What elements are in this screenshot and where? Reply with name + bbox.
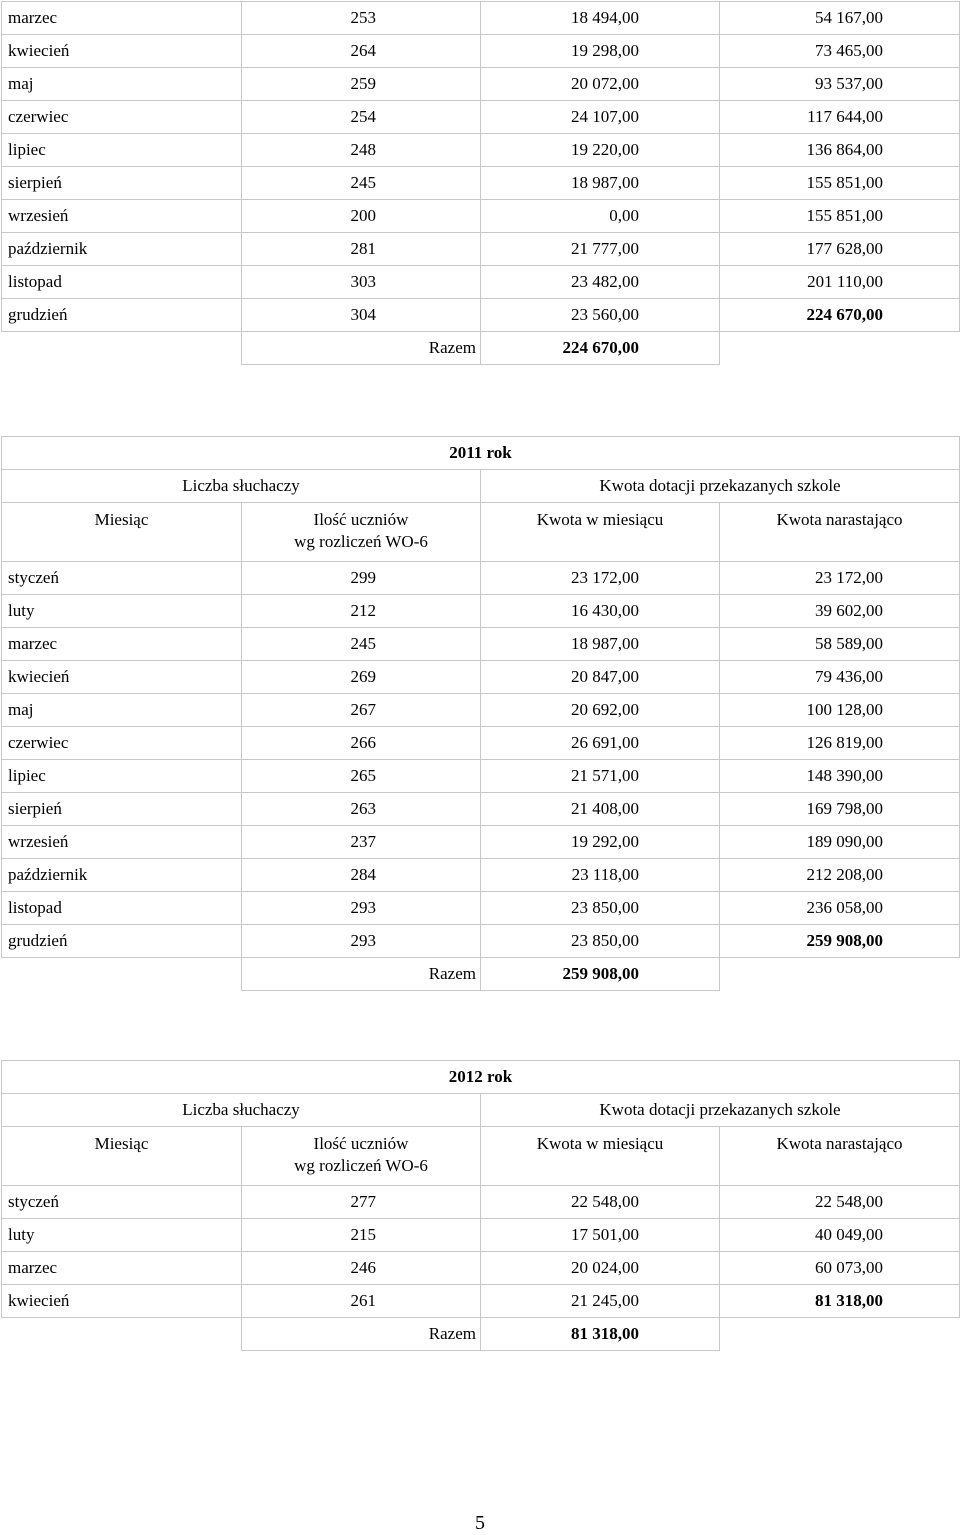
table-row: [2, 793, 960, 826]
cumulative-amount-cell: 155 851,00: [720, 200, 960, 233]
page-number: 5: [475, 1512, 485, 1534]
table-row: [2, 167, 960, 200]
monthly-amount-cell: 21 777,00: [481, 233, 720, 266]
table-row: [2, 266, 960, 299]
students-cell: 293: [242, 925, 481, 958]
students-cell: 212: [242, 595, 481, 628]
month-header: Miesiąc: [2, 1127, 242, 1186]
cumulative-amount-cell: 40 049,00: [720, 1219, 960, 1252]
cumulative-amount-cell: 81 318,00: [720, 1285, 960, 1318]
group-header-row: [2, 470, 960, 503]
students-cell: 299: [242, 562, 481, 595]
monthly-amount-cell: 20 692,00: [481, 694, 720, 727]
cumulative-header: Kwota narastająco: [720, 1127, 960, 1186]
students-cell: 248: [242, 134, 481, 167]
students-cell: 267: [242, 694, 481, 727]
cumulative-amount-cell: 155 851,00: [720, 167, 960, 200]
cumulative-amount-cell: 73 465,00: [720, 35, 960, 68]
table-row: [2, 661, 960, 694]
listeners-header: Liczba słuchaczy: [2, 1094, 481, 1127]
table-row: [2, 727, 960, 760]
month-cell: marzec: [2, 2, 242, 35]
cumulative-amount-cell: 169 798,00: [720, 793, 960, 826]
total-label: Razem: [242, 958, 481, 991]
month-cell: czerwiec: [2, 101, 242, 134]
table-row: [2, 2, 960, 35]
total-value: 259 908,00: [481, 958, 720, 991]
cumulative-amount-cell: 177 628,00: [720, 233, 960, 266]
students-cell: 281: [242, 233, 481, 266]
monthly-amount-cell: 20 024,00: [481, 1252, 720, 1285]
month-cell: kwiecień: [2, 661, 242, 694]
table-2012: [1, 1060, 960, 1351]
cumulative-amount-cell: 100 128,00: [720, 694, 960, 727]
year-title: 2011 rok: [2, 437, 960, 470]
month-cell: luty: [2, 595, 242, 628]
monthly-amount-cell: 23 850,00: [481, 925, 720, 958]
total-row-2011: [2, 958, 960, 991]
students-header: [242, 503, 481, 562]
total-row-2010: [2, 332, 960, 365]
table-row: [2, 299, 960, 332]
month-cell: sierpień: [2, 793, 242, 826]
column-header-row: [2, 503, 960, 562]
year-title: 2012 rok: [2, 1061, 960, 1094]
students-cell: 277: [242, 1186, 481, 1219]
cumulative-amount-cell: 236 058,00: [720, 892, 960, 925]
table-row: [2, 200, 960, 233]
students-cell: 254: [242, 101, 481, 134]
students-cell: 304: [242, 299, 481, 332]
cumulative-amount-cell: 117 644,00: [720, 101, 960, 134]
table-2011: [1, 436, 960, 991]
month-cell: lipiec: [2, 134, 242, 167]
month-cell: wrzesień: [2, 826, 242, 859]
monthly-amount-cell: 21 408,00: [481, 793, 720, 826]
cumulative-amount-cell: 23 172,00: [720, 562, 960, 595]
students-header-line2: wg rozliczeń WO-6: [294, 1156, 428, 1175]
students-cell: 259: [242, 68, 481, 101]
month-header: Miesiąc: [2, 503, 242, 562]
monthly-header: Kwota w miesiącu: [481, 503, 720, 562]
students-cell: 245: [242, 628, 481, 661]
monthly-amount-cell: 20 847,00: [481, 661, 720, 694]
monthly-amount-cell: 18 494,00: [481, 2, 720, 35]
listeners-header: Liczba słuchaczy: [2, 470, 481, 503]
students-cell: 245: [242, 167, 481, 200]
cumulative-amount-cell: 58 589,00: [720, 628, 960, 661]
monthly-amount-cell: 17 501,00: [481, 1219, 720, 1252]
students-header-line2: wg rozliczeń WO-6: [294, 532, 428, 551]
table-row: [2, 826, 960, 859]
month-cell: wrzesień: [2, 200, 242, 233]
cumulative-amount-cell: 60 073,00: [720, 1252, 960, 1285]
column-header-row: [2, 1127, 960, 1186]
table-2011-body: [2, 562, 960, 958]
cumulative-header: Kwota narastająco: [720, 503, 960, 562]
table-2012-body: [2, 1186, 960, 1318]
monthly-amount-cell: 18 987,00: [481, 167, 720, 200]
table-row: [2, 233, 960, 266]
table-row: [2, 134, 960, 167]
total-label: Razem: [242, 1318, 481, 1351]
year-header-row: [2, 1061, 960, 1094]
monthly-amount-cell: 16 430,00: [481, 595, 720, 628]
cumulative-amount-cell: 54 167,00: [720, 2, 960, 35]
students-header: [242, 1127, 481, 1186]
year-header-row: [2, 437, 960, 470]
students-cell: 266: [242, 727, 481, 760]
month-cell: marzec: [2, 1252, 242, 1285]
monthly-amount-cell: 19 220,00: [481, 134, 720, 167]
cumulative-amount-cell: 189 090,00: [720, 826, 960, 859]
month-cell: sierpień: [2, 167, 242, 200]
table-row: [2, 595, 960, 628]
table-row: [2, 694, 960, 727]
students-cell: 303: [242, 266, 481, 299]
monthly-amount-cell: 0,00: [481, 200, 720, 233]
table-row: [2, 562, 960, 595]
grant-header: Kwota dotacji przekazanych szkole: [481, 1094, 960, 1127]
cumulative-amount-cell: 259 908,00: [720, 925, 960, 958]
total-label: Razem: [242, 332, 481, 365]
monthly-amount-cell: 23 118,00: [481, 859, 720, 892]
monthly-amount-cell: 21 245,00: [481, 1285, 720, 1318]
cumulative-amount-cell: 212 208,00: [720, 859, 960, 892]
month-cell: styczeń: [2, 1186, 242, 1219]
cumulative-amount-cell: 79 436,00: [720, 661, 960, 694]
monthly-amount-cell: 23 850,00: [481, 892, 720, 925]
table-row: [2, 1186, 960, 1219]
table-row: [2, 68, 960, 101]
cumulative-amount-cell: 148 390,00: [720, 760, 960, 793]
students-cell: 253: [242, 2, 481, 35]
month-cell: maj: [2, 68, 242, 101]
table-row: [2, 1252, 960, 1285]
table-row: [2, 35, 960, 68]
total-row-2012: [2, 1318, 960, 1351]
students-cell: 264: [242, 35, 481, 68]
cumulative-amount-cell: 22 548,00: [720, 1186, 960, 1219]
students-cell: 269: [242, 661, 481, 694]
monthly-amount-cell: 23 172,00: [481, 562, 720, 595]
month-cell: październik: [2, 233, 242, 266]
students-cell: 293: [242, 892, 481, 925]
month-cell: styczeń: [2, 562, 242, 595]
total-value: 81 318,00: [481, 1318, 720, 1351]
month-cell: listopad: [2, 266, 242, 299]
month-cell: październik: [2, 859, 242, 892]
table-row: [2, 892, 960, 925]
monthly-header: Kwota w miesiącu: [481, 1127, 720, 1186]
month-cell: luty: [2, 1219, 242, 1252]
monthly-amount-cell: 22 548,00: [481, 1186, 720, 1219]
cumulative-amount-cell: 224 670,00: [720, 299, 960, 332]
table-row: [2, 859, 960, 892]
cumulative-amount-cell: 126 819,00: [720, 727, 960, 760]
cumulative-amount-cell: 201 110,00: [720, 266, 960, 299]
students-cell: 265: [242, 760, 481, 793]
table-row: [2, 101, 960, 134]
cumulative-amount-cell: 39 602,00: [720, 595, 960, 628]
monthly-amount-cell: 19 298,00: [481, 35, 720, 68]
students-header-line1: Ilość uczniów: [313, 510, 409, 529]
monthly-amount-cell: 23 560,00: [481, 299, 720, 332]
monthly-amount-cell: 24 107,00: [481, 101, 720, 134]
monthly-amount-cell: 20 072,00: [481, 68, 720, 101]
table-row: [2, 925, 960, 958]
table-row: [2, 628, 960, 661]
month-cell: listopad: [2, 892, 242, 925]
table-row: [2, 760, 960, 793]
monthly-amount-cell: 21 571,00: [481, 760, 720, 793]
table-2010-continuation: [1, 1, 960, 365]
students-header-line1: Ilość uczniów: [313, 1134, 409, 1153]
cumulative-amount-cell: 93 537,00: [720, 68, 960, 101]
monthly-amount-cell: 26 691,00: [481, 727, 720, 760]
grant-header: Kwota dotacji przekazanych szkole: [481, 470, 960, 503]
month-cell: kwiecień: [2, 1285, 242, 1318]
table-row: [2, 1285, 960, 1318]
students-cell: 284: [242, 859, 481, 892]
month-cell: marzec: [2, 628, 242, 661]
table-2010-body: [2, 2, 960, 332]
students-cell: 200: [242, 200, 481, 233]
cumulative-amount-cell: 136 864,00: [720, 134, 960, 167]
students-cell: 215: [242, 1219, 481, 1252]
month-cell: kwiecień: [2, 35, 242, 68]
table-row: [2, 1219, 960, 1252]
group-header-row: [2, 1094, 960, 1127]
students-cell: 237: [242, 826, 481, 859]
month-cell: maj: [2, 694, 242, 727]
month-cell: grudzień: [2, 299, 242, 332]
total-value: 224 670,00: [481, 332, 720, 365]
monthly-amount-cell: 18 987,00: [481, 628, 720, 661]
monthly-amount-cell: 19 292,00: [481, 826, 720, 859]
month-cell: lipiec: [2, 760, 242, 793]
monthly-amount-cell: 23 482,00: [481, 266, 720, 299]
month-cell: grudzień: [2, 925, 242, 958]
students-cell: 246: [242, 1252, 481, 1285]
month-cell: czerwiec: [2, 727, 242, 760]
students-cell: 261: [242, 1285, 481, 1318]
students-cell: 263: [242, 793, 481, 826]
